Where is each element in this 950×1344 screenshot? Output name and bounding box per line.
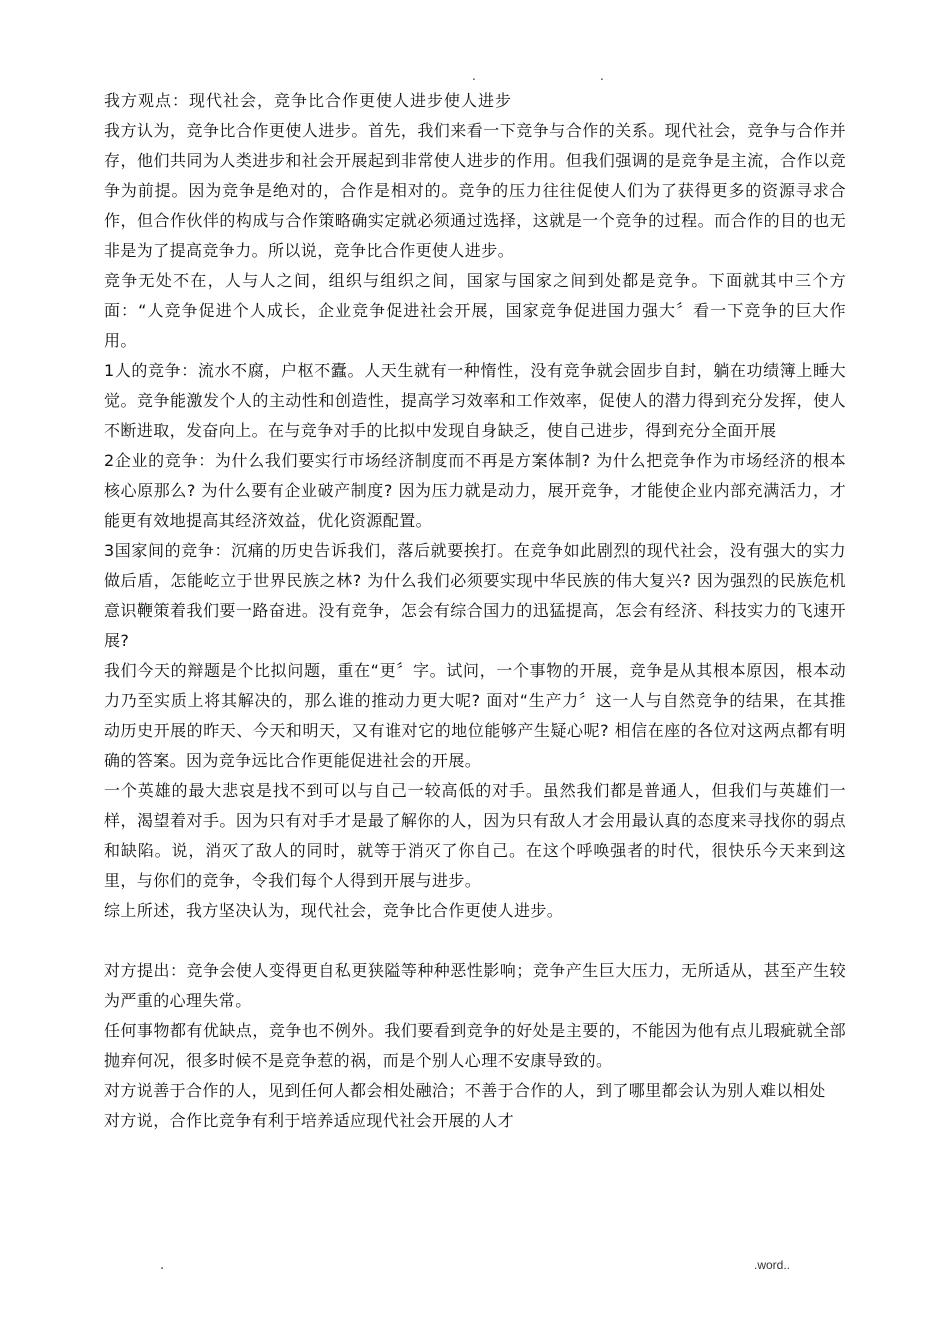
paragraph-intro: 我方认为，竞争比合作更使人进步。首先，我们来看一下竞争与合作的关系。现代社会，竞争与合作并存，他们共同为人类进步和社会开展起到非常使人进步的作用。但我们强调的是竞争是主流，合作以竞争为前提。因为竞争是绝对的，合作是相对的。竞争的压力往往促使人们为了获得更多的资源寻求合作，但合作伙伴的构成与合作策略确实定就必须通过选择，这就是一个竞争的过程。而合作的目的也无非是为了提高竞争力。所以说，竞争比合作更使人进步。: [104, 121, 846, 260]
paragraph-opponent-talent: 对方说，合作比竞争有利于培养适应现代社会开展的人才: [104, 1111, 515, 1130]
section-gap: [104, 926, 846, 956]
paragraph-individual: 1人的竞争：流水不腐，户枢不蠹。人天生就有一种惰性，没有竞争就会固步自封，躺在功绩簿上睡大觉。竞争能激发个人的主动性和创造性，提高学习效率和工作效率，促使人的潜力得到充分发挥，使人不断进取，发奋向上。在与竞争对手的比拟中发现自身缺乏，使自己进步，得到充分全面开展: [104, 361, 846, 440]
paragraph-opponent-cooperation: 对方说善于合作的人，见到任何人都会相处融洽；不善于合作的人，到了哪里都会认为别人难以相处: [104, 1081, 826, 1100]
paragraph-enterprise: 2企业的竞争：为什么我们要实行市场经济制度而不再是方案体制? 为什么把竞争作为市场经济的根本核心原那么? 为什么要有企业破产制度? 因为压力就是动力，展开竞争，才能使企业内部充满活力，才能更有效地提高其经济效益，优化资源配置。: [104, 451, 846, 530]
position-heading: 我方观点：现代社会，竞争比合作更使人进步使人进步: [104, 91, 513, 110]
header-dot-right: .: [600, 69, 604, 83]
paragraph-comparison: 我们今天的辩题是个比拟问题，重在“更〞字。试问，一个事物的开展，竞争是从其根本原因，根本动力乃至实质上将其解决的，那么谁的推动力更大呢? 面对“生产力〞这一人与自然竞争的结果，在其推动历史开展的昨天、今天和明天，又有谁对它的地位能够产生疑心呢? 相信在座的各位对这两点都有明确的答案。因为竞争远比合作更能促进社会的开展。: [104, 661, 846, 770]
paragraph-nation: 3国家间的竞争：沉痛的历史告诉我们，落后就要挨打。在竞争如此剧烈的现代社会，没有强大的实力做后盾，怎能屹立于世界民族之林? 为什么我们必须要实现中华民族的伟大复兴? 因为强烈的民族危机意识鞭策着我们要一路奋进。没有竞争，怎会有综合国力的迅猛提高，怎会有经济、科技实力的飞速开展?: [104, 541, 846, 650]
footer-word-label: .word..: [754, 1258, 791, 1272]
header-dot-left: .: [472, 69, 476, 83]
paragraph-opponent-claim: 对方提出：竞争会使人变得更自私更狭隘等种种恶性影响；竞争产生巨大压力，无所适从，甚至产生较为严重的心理失常。: [104, 961, 846, 1010]
paragraph-hero: 一个英雄的最大悲哀是找不到可以与自己一较高低的对手。虽然我们都是普通人，但我们与英雄们一样，渴望着对手。因为只有对手才是最了解你的人，因为只有敌人才会用最认真的态度来寻找你的弱点和缺陷。说，消灭了敌人的同时，就等于消灭了你自己。在这个呼唤强者的时代，很快乐今天来到这里，与你们的竞争，令我们每个人得到开展与进步。: [104, 781, 846, 890]
paragraph-overview: 竞争无处不在，人与人之间，组织与组织之间，国家与国家之间到处都是竞争。下面就其中三个方面：“人竞争促进个人成长，企业竞争促进社会开展，国家竞争促进国力强大〞看一下竞争的巨大作用。: [104, 271, 846, 350]
paragraph-conclusion: 综上所述，我方坚决认为，现代社会，竞争比合作更使人进步。: [104, 901, 564, 920]
paragraph-rebuttal: 任何事物都有优缺点，竞争也不例外。我们要看到竞争的好处是主要的，不能因为他有点儿瑕疵就全部抛弃何况，很多时候不是竞争惹的祸，而是个别人心理不安康导致的。: [104, 1021, 846, 1070]
document-body: [104, 86, 846, 1136]
footer-dot: .: [160, 1258, 165, 1273]
